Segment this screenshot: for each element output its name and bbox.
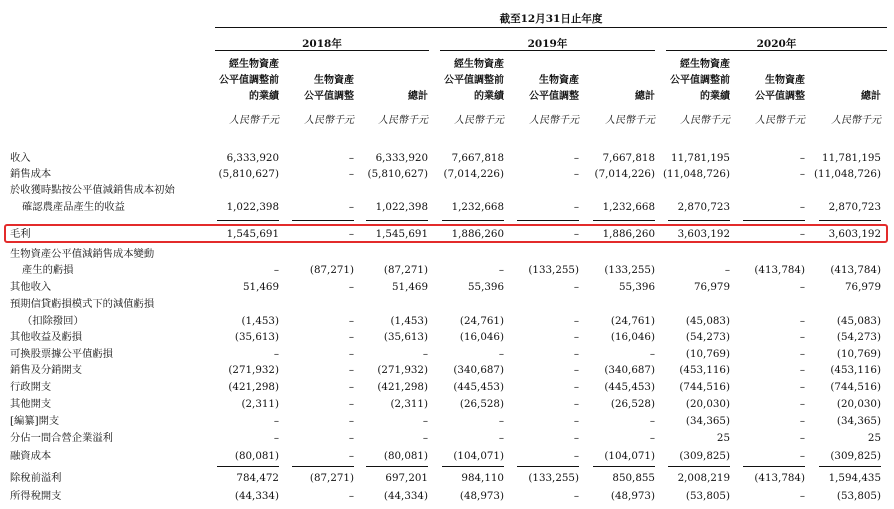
row-value: (26,528): [459, 398, 504, 410]
row-value: –: [799, 432, 805, 444]
row-value: (20,030): [685, 398, 730, 410]
row-value: 51,469: [242, 281, 279, 293]
pretax-top-line: [366, 466, 428, 467]
column-header-line: 的業績: [249, 91, 279, 102]
column-header-line: 經生物資產: [680, 59, 730, 70]
row-label: 收入: [10, 152, 31, 164]
row-value: –: [799, 201, 805, 213]
pretax-top-line: [442, 466, 504, 467]
column-header-line: 總計: [408, 91, 428, 102]
row-value: 984,110: [461, 472, 504, 484]
column-header: [727, 59, 805, 105]
column-header-line: 公平值調整前: [219, 75, 279, 86]
year-header: 2019年: [527, 38, 568, 50]
row-value: (11,048,726): [663, 168, 730, 180]
table-row: [0, 413, 894, 429]
gross-profit-top-line: [743, 220, 805, 221]
row-value: –: [348, 348, 354, 360]
table-row: [0, 448, 894, 464]
row-value: (1,453): [241, 315, 279, 327]
column-header-line: 的業績: [474, 91, 504, 102]
table-row: [0, 182, 894, 198]
row-value: 76,979: [844, 281, 881, 293]
row-value: (445,453): [604, 381, 655, 393]
row-value: –: [273, 415, 279, 427]
row-value: (45,083): [836, 315, 881, 327]
row-value: (87,271): [309, 472, 354, 484]
table-row: [0, 313, 894, 329]
row-value: (44,334): [234, 490, 279, 502]
unit-label: 人民幣千元: [378, 115, 428, 126]
row-value: 11,781,195: [822, 152, 881, 164]
row-value: –: [799, 331, 805, 343]
row-value: 1,545,691: [375, 228, 428, 240]
table-row: [0, 150, 894, 166]
row-value: (421,298): [228, 381, 279, 393]
row-label: 除稅前溢利: [10, 472, 62, 484]
column-header-line: 經生物資產: [454, 59, 504, 70]
row-label: 銷售及分銷開支: [10, 364, 83, 376]
row-value: –: [573, 228, 579, 240]
row-value: (53,805): [685, 490, 730, 502]
row-value: –: [799, 490, 805, 502]
row-value: –: [498, 432, 504, 444]
row-value: (2,311): [390, 398, 428, 410]
row-value: –: [498, 264, 504, 276]
row-value: 1,886,260: [451, 228, 504, 240]
row-value: –: [649, 415, 655, 427]
row-value: (35,613): [383, 331, 428, 343]
column-header: [652, 59, 730, 105]
row-value: –: [348, 281, 354, 293]
column-header: [201, 59, 279, 105]
row-value: –: [573, 315, 579, 327]
row-value: 3,603,192: [828, 228, 881, 240]
column-header-line: 公平值調整前: [444, 75, 504, 86]
row-value: (44,334): [383, 490, 428, 502]
row-value: (16,046): [610, 331, 655, 343]
row-value: (24,761): [459, 315, 504, 327]
row-value: –: [573, 490, 579, 502]
row-value: 1,232,668: [451, 201, 504, 213]
row-value: –: [348, 201, 354, 213]
year-header: 2020年: [756, 38, 797, 50]
table-row: [0, 199, 894, 215]
row-value: 1,545,691: [226, 228, 279, 240]
column-header-line: 生物資產: [539, 75, 579, 86]
row-value: –: [348, 432, 354, 444]
row-value: –: [573, 348, 579, 360]
row-label: 銷售成本: [10, 168, 52, 180]
row-value: (5,810,627): [367, 168, 428, 180]
row-value: –: [573, 152, 579, 164]
row-value: –: [573, 364, 579, 376]
column-header-line: 公平值調整: [304, 91, 354, 102]
row-value: 6,333,920: [375, 152, 428, 164]
column-header-line: 生物資產: [314, 75, 354, 86]
row-value: –: [799, 281, 805, 293]
row-value: (45,083): [685, 315, 730, 327]
row-value: (54,273): [685, 331, 730, 343]
period-title: 截至12月31日止年度: [499, 13, 603, 25]
row-label: 其他開支: [10, 398, 52, 410]
row-value: –: [422, 415, 428, 427]
column-header: [426, 59, 504, 105]
row-value: (133,255): [604, 264, 655, 276]
column-header-line: 生物資產: [765, 75, 805, 86]
row-value: –: [348, 381, 354, 393]
row-value: 784,472: [236, 472, 279, 484]
row-label: 於收獲時點按公平值減銷售成本初始: [10, 184, 175, 196]
row-value: (53,805): [836, 490, 881, 502]
row-value: 1,232,668: [602, 201, 655, 213]
row-value: –: [422, 348, 428, 360]
row-value: –: [799, 152, 805, 164]
row-label: 其他收益及虧損: [10, 331, 83, 343]
row-value: –: [273, 432, 279, 444]
column-header-line: 公平值調整: [755, 91, 805, 102]
row-value: (16,046): [459, 331, 504, 343]
row-value: 2,870,723: [828, 201, 881, 213]
gross-profit-top-line: [366, 220, 428, 221]
unit-label: 人民幣千元: [680, 115, 730, 126]
gross-profit-top-line: [217, 220, 279, 221]
gross-profit-top-line: [442, 220, 504, 221]
row-value: –: [799, 315, 805, 327]
row-value: –: [649, 432, 655, 444]
pretax-top-line: [819, 466, 881, 467]
row-value: –: [799, 398, 805, 410]
row-value: 850,855: [612, 472, 655, 484]
row-value: (309,825): [679, 450, 730, 462]
row-value: (34,365): [836, 415, 881, 427]
row-value: –: [273, 264, 279, 276]
row-value: (20,030): [836, 398, 881, 410]
table-row: [0, 470, 894, 486]
table-row: [0, 346, 894, 362]
top-rule: [215, 27, 887, 28]
table-row: [0, 246, 894, 262]
row-value: (11,048,726): [814, 168, 881, 180]
pretax-top-line: [292, 466, 354, 467]
pretax-top-line: [668, 466, 730, 467]
row-value: (104,071): [453, 450, 504, 462]
row-value: (54,273): [836, 331, 881, 343]
row-value: –: [573, 281, 579, 293]
row-value: –: [799, 168, 805, 180]
row-value: (413,784): [830, 264, 881, 276]
column-header-line: 的業績: [700, 91, 730, 102]
pretax-top-line: [217, 466, 279, 467]
unit-label: 人民幣千元: [605, 115, 655, 126]
row-value: –: [348, 315, 354, 327]
row-label: 產生的虧損: [22, 264, 74, 276]
row-label: 所得稅開支: [10, 490, 62, 502]
unit-label: 人民幣千元: [454, 115, 504, 126]
row-value: (744,516): [679, 381, 730, 393]
row-label: 確認農產品產生的收益: [22, 201, 125, 213]
year-header: 2018年: [302, 38, 342, 50]
row-value: (271,932): [377, 364, 428, 376]
row-value: –: [799, 348, 805, 360]
row-value: –: [498, 348, 504, 360]
row-value: 25: [716, 432, 730, 444]
row-label: 分佔一間合營企業溢利: [10, 432, 113, 444]
row-label: 行政開支: [10, 381, 52, 393]
row-value: 1,022,398: [375, 201, 428, 213]
row-value: (2,311): [241, 398, 279, 410]
row-value: (413,784): [754, 472, 805, 484]
row-label: 融資成本: [10, 450, 52, 462]
row-value: –: [573, 331, 579, 343]
table-row: [0, 362, 894, 378]
row-value: –: [573, 381, 579, 393]
row-value: (1,453): [390, 315, 428, 327]
row-value: (87,271): [383, 264, 428, 276]
row-value: (7,014,226): [443, 168, 504, 180]
row-value: (80,081): [234, 450, 279, 462]
table-row: [0, 262, 894, 278]
row-value: –: [573, 450, 579, 462]
row-value: –: [273, 348, 279, 360]
column-header: [501, 59, 579, 105]
row-value: 3,603,192: [677, 228, 730, 240]
row-value: (453,116): [679, 364, 730, 376]
row-label: 其他收入: [10, 281, 52, 293]
row-value: –: [573, 415, 579, 427]
row-value: 2,870,723: [677, 201, 730, 213]
row-value: (133,255): [528, 472, 579, 484]
row-value: –: [348, 168, 354, 180]
row-value: –: [348, 398, 354, 410]
row-value: –: [348, 331, 354, 343]
row-label: （扣除撥回）: [22, 315, 84, 327]
row-value: 697,201: [385, 472, 428, 484]
column-header-line: 總計: [635, 91, 655, 102]
row-value: 7,667,818: [451, 152, 504, 164]
unit-label: 人民幣千元: [831, 115, 881, 126]
row-value: 6,333,920: [226, 152, 279, 164]
row-label: 生物資產公平值減銷售成本變動: [10, 248, 155, 260]
row-value: 76,979: [693, 281, 730, 293]
column-header-line: 經生物資產: [229, 59, 279, 70]
row-value: (7,014,226): [594, 168, 655, 180]
row-value: –: [348, 415, 354, 427]
table-row: [0, 279, 894, 295]
row-value: –: [348, 450, 354, 462]
row-value: –: [348, 490, 354, 502]
row-value: 25: [867, 432, 881, 444]
row-value: –: [348, 228, 354, 240]
row-value: –: [348, 364, 354, 376]
row-value: (5,810,627): [218, 168, 279, 180]
column-header: [276, 59, 354, 105]
gross-profit-top-line: [593, 220, 655, 221]
row-value: –: [799, 228, 805, 240]
gross-profit-top-line: [668, 220, 730, 221]
column-header-line: 公平值調整: [529, 91, 579, 102]
table-row: [0, 379, 894, 395]
pretax-top-line: [517, 466, 579, 467]
row-value: 55,396: [467, 281, 504, 293]
row-value: –: [799, 381, 805, 393]
gross-profit-top-line: [517, 220, 579, 221]
row-value: 1,886,260: [602, 228, 655, 240]
row-value: (340,687): [604, 364, 655, 376]
table-row: [0, 166, 894, 182]
gross-profit-top-line: [819, 220, 881, 221]
row-value: 1,594,435: [828, 472, 881, 484]
column-header-line: 總計: [861, 91, 881, 102]
row-value: –: [573, 398, 579, 410]
pretax-top-line: [593, 466, 655, 467]
row-label: 可換股票據公平值虧損: [10, 348, 113, 360]
table-row: [0, 396, 894, 412]
row-value: (309,825): [830, 450, 881, 462]
row-value: 7,667,818: [602, 152, 655, 164]
row-value: –: [573, 168, 579, 180]
row-label: 毛利: [10, 228, 31, 240]
row-value: (24,761): [610, 315, 655, 327]
row-value: (104,071): [604, 450, 655, 462]
row-value: (453,116): [830, 364, 881, 376]
unit-label: 人民幣千元: [755, 115, 805, 126]
row-value: 2,008,219: [677, 472, 730, 484]
table-row: [0, 296, 894, 312]
row-value: (421,298): [377, 381, 428, 393]
unit-label: 人民幣千元: [304, 115, 354, 126]
column-header: [577, 59, 655, 105]
row-value: (10,769): [685, 348, 730, 360]
row-value: (133,255): [528, 264, 579, 276]
table-row: [0, 488, 894, 504]
row-value: –: [799, 364, 805, 376]
column-header: [350, 59, 428, 105]
row-value: –: [348, 152, 354, 164]
row-value: (48,973): [459, 490, 504, 502]
row-value: –: [799, 415, 805, 427]
gross-profit-highlight-box: [4, 224, 888, 243]
row-value: (445,453): [453, 381, 504, 393]
row-value: 51,469: [391, 281, 428, 293]
row-value: (87,271): [309, 264, 354, 276]
row-value: 11,781,195: [671, 152, 730, 164]
row-value: 55,396: [618, 281, 655, 293]
row-value: (271,932): [228, 364, 279, 376]
row-value: (26,528): [610, 398, 655, 410]
unit-label: 人民幣千元: [229, 115, 279, 126]
row-value: –: [649, 348, 655, 360]
row-value: –: [573, 201, 579, 213]
row-value: –: [799, 450, 805, 462]
row-label: 預期信貸虧損模式下的減值虧損: [10, 298, 155, 310]
row-value: (10,769): [836, 348, 881, 360]
row-label: [編纂]開支: [10, 415, 60, 427]
row-value: (48,973): [610, 490, 655, 502]
row-value: (413,784): [754, 264, 805, 276]
row-value: –: [724, 264, 730, 276]
table-row: [0, 329, 894, 345]
row-value: (744,516): [830, 381, 881, 393]
row-value: 1,022,398: [226, 201, 279, 213]
column-header: [803, 59, 881, 105]
row-value: (34,365): [685, 415, 730, 427]
row-value: (340,687): [453, 364, 504, 376]
table-row: [0, 430, 894, 446]
row-value: –: [422, 432, 428, 444]
row-value: (35,613): [234, 331, 279, 343]
gross-profit-top-line: [292, 220, 354, 221]
column-header-line: 公平值調整前: [670, 75, 730, 86]
unit-label: 人民幣千元: [529, 115, 579, 126]
row-value: –: [573, 432, 579, 444]
row-value: (80,081): [383, 450, 428, 462]
pretax-top-line: [743, 466, 805, 467]
row-value: –: [498, 415, 504, 427]
